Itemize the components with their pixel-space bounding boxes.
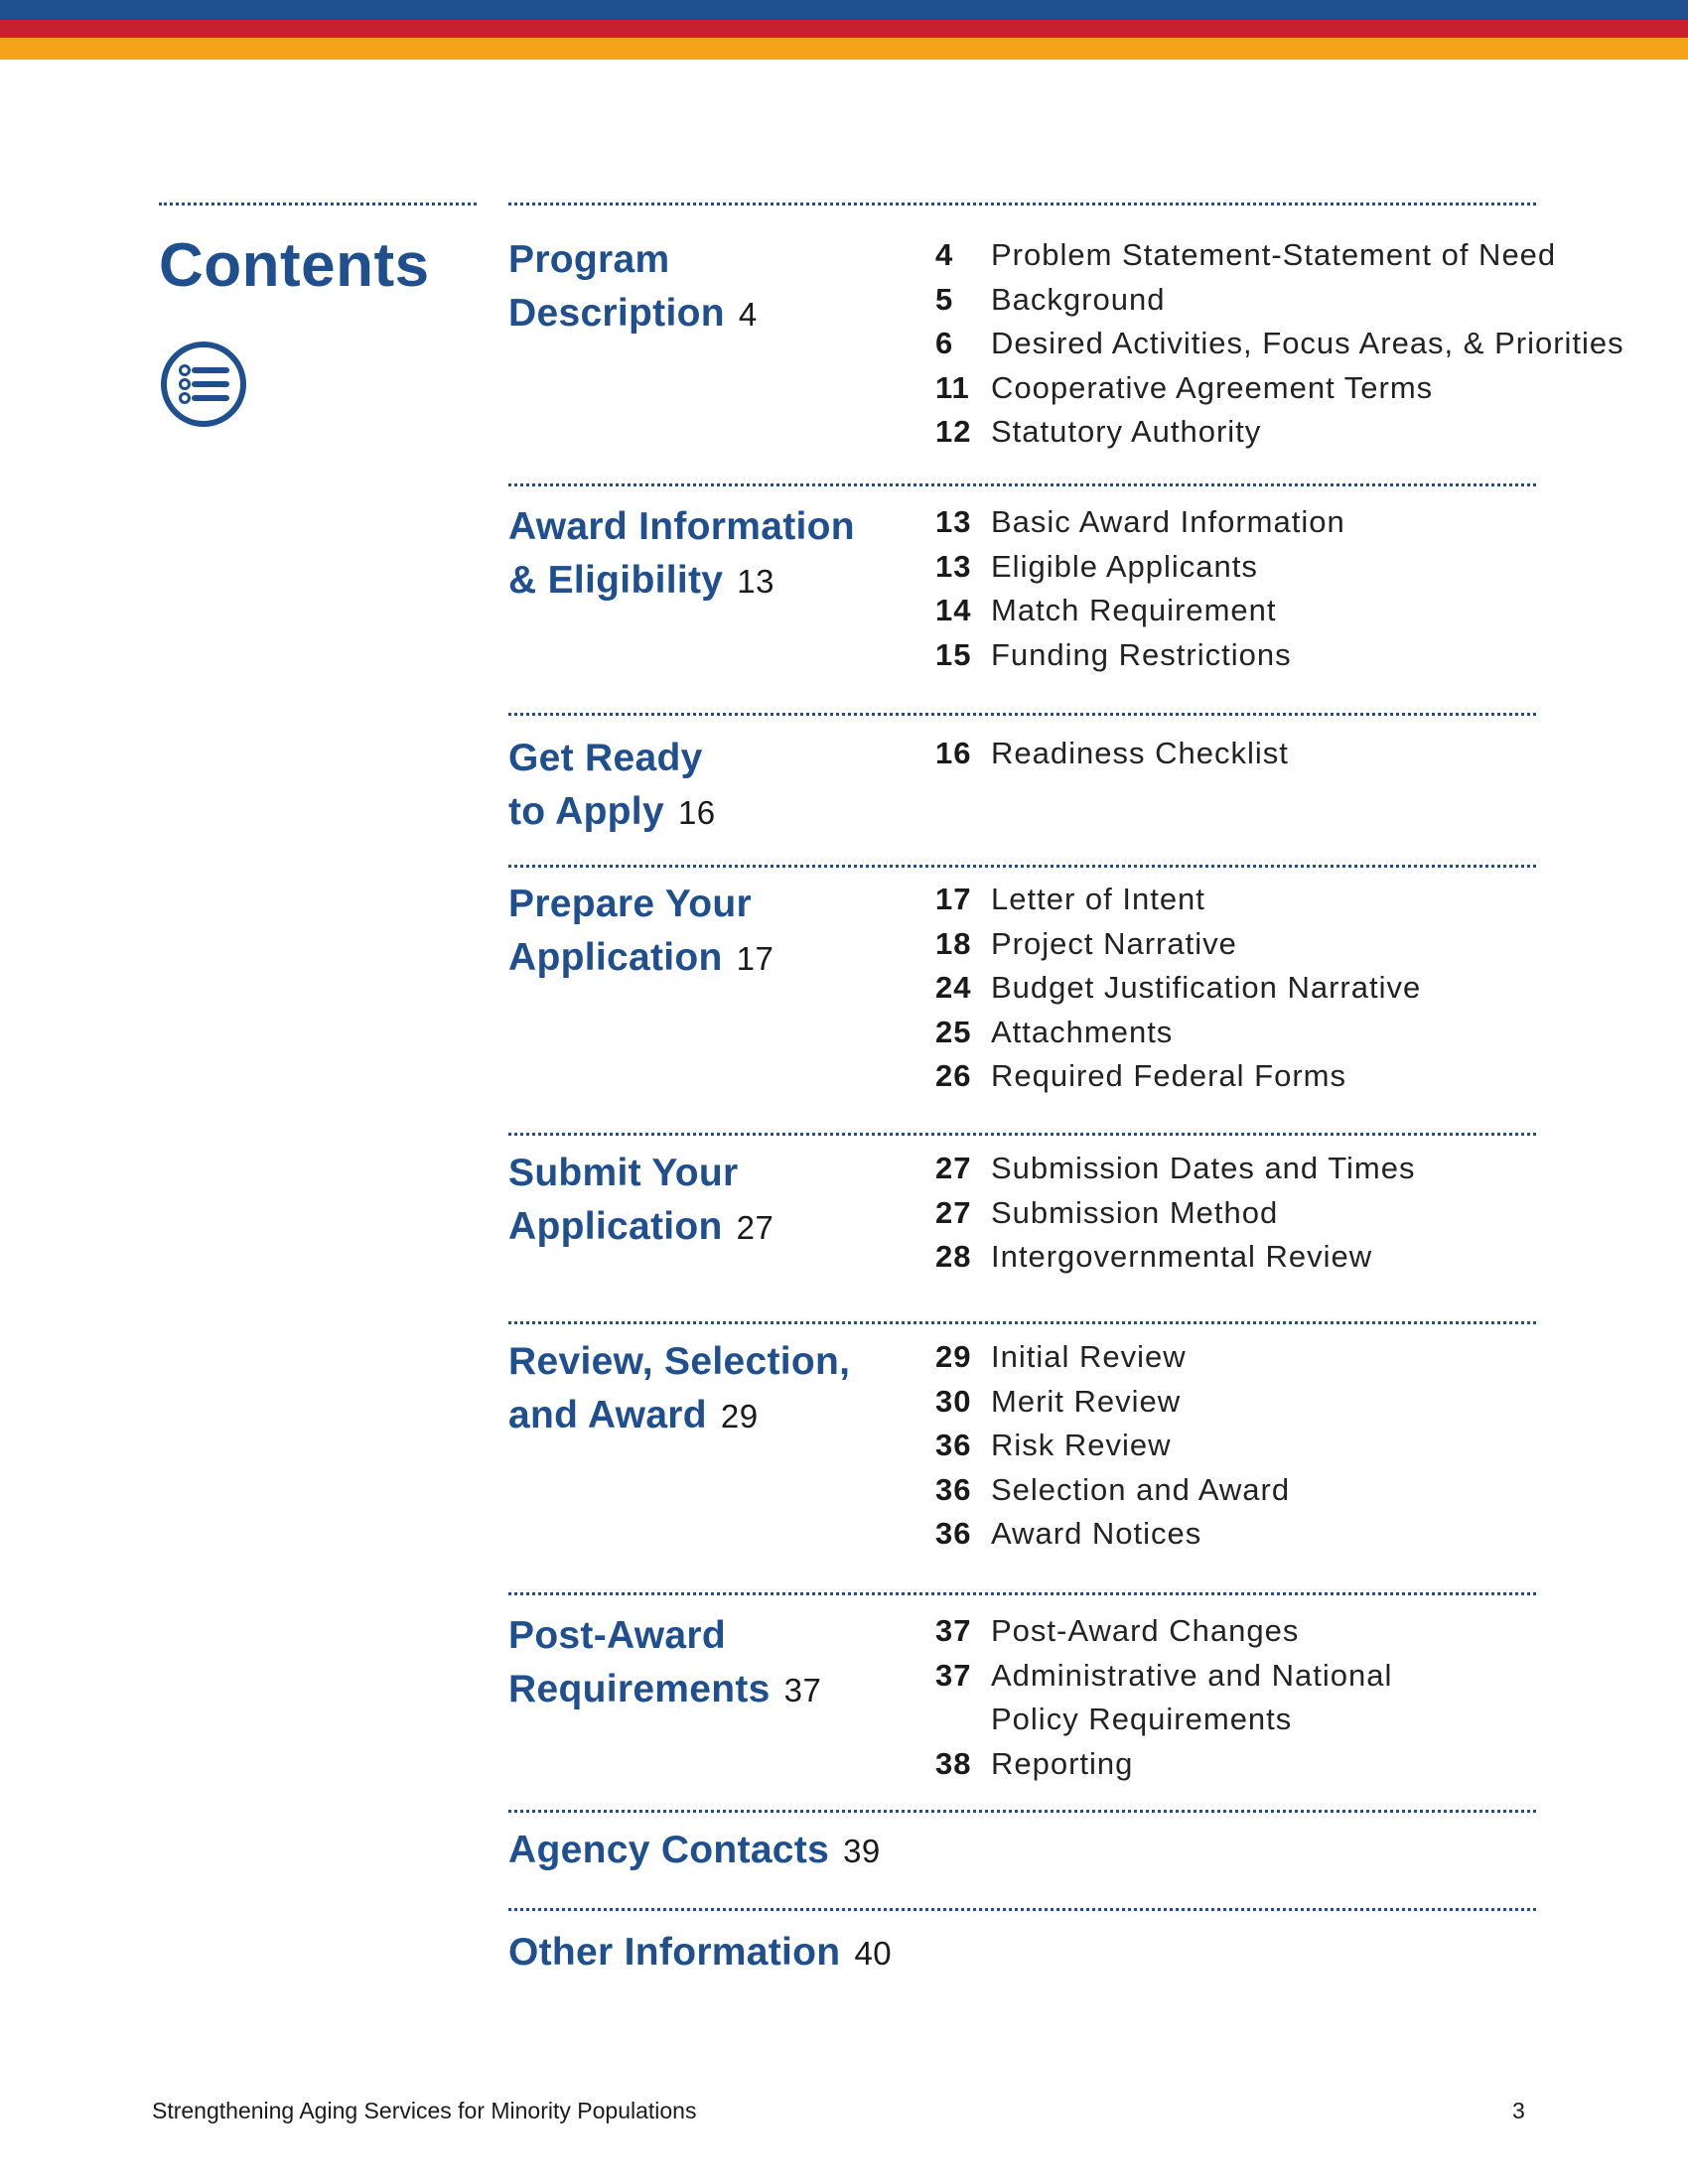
entry-title: Statutory Authority <box>991 414 1262 449</box>
section-title-line <box>508 554 906 609</box>
toc-entry[interactable] <box>935 278 1624 323</box>
section-page-number: 37 <box>783 1672 822 1708</box>
section-divider <box>508 713 1536 716</box>
toc-entry[interactable] <box>935 500 1345 545</box>
entry-title: Post-Award Changes <box>991 1613 1300 1648</box>
section-title[interactable] <box>508 878 906 986</box>
section-title-text: and Award <box>508 1394 707 1436</box>
entry-page-number: 5 <box>935 281 954 317</box>
entry-page-number: 17 <box>935 882 972 916</box>
section-title-line <box>508 732 906 785</box>
entry-page-number: 27 <box>935 1194 972 1230</box>
entry-title: Budget Justification Narrative <box>991 970 1422 1005</box>
entry-title: Intergovernmental Review <box>991 1239 1373 1274</box>
section-title[interactable] <box>508 1609 906 1717</box>
section-title-line <box>508 931 906 986</box>
toc-entry[interactable] <box>935 410 1624 455</box>
toc-entry[interactable] <box>935 366 1624 411</box>
page-title: Contents <box>159 231 430 300</box>
section-title-text: Prepare Your <box>508 883 752 925</box>
toc-entry[interactable] <box>935 1054 1421 1099</box>
entry-title: Basic Award Information <box>991 504 1345 539</box>
entry-title: Match Requirement <box>991 593 1277 627</box>
entry-title: Funding Restrictions <box>991 636 1292 672</box>
entry-title: Cooperative Agreement Terms <box>991 369 1434 405</box>
entry-page-number: 12 <box>935 414 972 449</box>
toc-entry[interactable] <box>935 545 1345 590</box>
section-page-number: 16 <box>677 794 716 831</box>
entry-title: Letter of Intent <box>991 882 1205 916</box>
section-title-text: Application <box>508 936 723 979</box>
section-title-line <box>508 878 906 931</box>
section-title-text: Post-Award <box>508 1614 726 1657</box>
entry-page-number: 27 <box>935 1151 972 1185</box>
entry-page-number: 38 <box>935 1745 972 1781</box>
section-title-line <box>508 785 906 840</box>
section-title-line <box>508 1335 906 1389</box>
section-entries <box>935 233 1624 455</box>
entry-title: Submission Dates and Times <box>991 1151 1416 1185</box>
section-divider <box>508 483 1536 486</box>
section-title-text: Description <box>508 292 725 335</box>
entry-page-number: 11 <box>935 369 970 405</box>
toc-entry[interactable] <box>935 1335 1290 1380</box>
entry-title: Reporting <box>991 1745 1134 1781</box>
section-title-text: Get Ready <box>508 737 703 779</box>
section-title-text: & Eligibility <box>508 559 724 602</box>
toc-entry[interactable] <box>935 732 1289 776</box>
section-title-line <box>508 1147 906 1200</box>
header-band-orange <box>0 38 1688 60</box>
entry-title: Eligible Applicants <box>991 548 1258 584</box>
section-title[interactable] <box>508 233 906 341</box>
section-title-line <box>508 287 906 341</box>
toc-entry[interactable] <box>935 1191 1415 1236</box>
toc-entry[interactable] <box>935 1468 1290 1513</box>
entry-title: Award Notices <box>991 1516 1202 1551</box>
toc-entry[interactable] <box>935 1147 1415 1191</box>
toc-entry[interactable] <box>935 1380 1290 1425</box>
entry-title: Readiness Checklist <box>991 736 1289 770</box>
toc-entry[interactable] <box>935 322 1624 366</box>
entry-page-number: 37 <box>935 1657 972 1693</box>
entry-page-number: 29 <box>935 1339 972 1374</box>
entry-page-number: 36 <box>935 1428 972 1462</box>
entry-page-number: 16 <box>935 736 972 770</box>
section-page-number: 40 <box>854 1935 893 1972</box>
entry-title: Risk Review <box>991 1428 1172 1462</box>
section-title-line <box>508 1609 906 1663</box>
toc-entry[interactable] <box>935 1424 1290 1468</box>
toc-entry[interactable] <box>935 1011 1421 1055</box>
header-band-blue <box>0 0 1688 20</box>
entry-page-number: 18 <box>935 925 972 961</box>
section-divider <box>508 203 1536 205</box>
section-entries <box>935 1609 1392 1786</box>
section-title-line <box>508 1926 906 1980</box>
section-entries <box>935 732 1289 776</box>
toc-entry[interactable] <box>935 633 1345 678</box>
footer-document-title: Strengthening Aging Services for Minority Populations <box>152 2098 697 2123</box>
entry-title: Policy Requirements <box>991 1702 1293 1736</box>
toc-entry[interactable] <box>935 1235 1415 1280</box>
entry-page-number: 13 <box>935 548 972 584</box>
section-page-number: 39 <box>843 1833 881 1869</box>
toc-entry[interactable] <box>935 966 1421 1011</box>
entry-page-number: 28 <box>935 1239 972 1274</box>
entry-page-number: 15 <box>935 636 972 672</box>
entry-page-number: 24 <box>935 970 972 1005</box>
section-title-line <box>508 1663 906 1717</box>
section-title-text: Agency Contacts <box>508 1829 830 1871</box>
header-band-red <box>0 20 1688 38</box>
entry-title: Administrative and National <box>991 1657 1393 1693</box>
toc-entry[interactable] <box>935 1654 1392 1699</box>
section-divider <box>508 1133 1536 1136</box>
entry-title: Selection and Award <box>991 1471 1291 1507</box>
entry-title: Desired Activities, Focus Areas, & Priorities <box>991 326 1624 360</box>
entry-page-number: 37 <box>935 1613 972 1648</box>
entry-title: Initial Review <box>991 1339 1187 1374</box>
section-divider <box>508 865 1536 868</box>
entry-page-number <box>935 1698 991 1742</box>
section-divider <box>508 1810 1536 1813</box>
list-icon <box>159 340 248 429</box>
entry-title: Submission Method <box>991 1194 1279 1230</box>
section-entries <box>935 1335 1290 1557</box>
section-title[interactable] <box>508 1335 906 1443</box>
section-page-number: 27 <box>736 1209 774 1246</box>
entry-title: Merit Review <box>991 1383 1182 1419</box>
section-divider <box>508 1592 1536 1595</box>
toc-entry[interactable] <box>935 1742 1392 1787</box>
section-title-line <box>508 1389 906 1443</box>
section-title[interactable] <box>508 500 906 609</box>
section-page-number: 13 <box>737 563 774 600</box>
section-title-text: Submit Your <box>508 1152 739 1194</box>
section-title-line <box>508 1200 906 1255</box>
toc-entry[interactable] <box>935 878 1421 922</box>
toc-entry[interactable] <box>935 1512 1290 1557</box>
toc-entry[interactable] <box>935 1609 1392 1654</box>
section-title-text: Application <box>508 1205 723 1248</box>
section-divider <box>508 1908 1536 1911</box>
entry-page-number: 36 <box>935 1471 972 1507</box>
section-title-text: to Apply <box>508 790 664 833</box>
entry-page-number: 14 <box>935 593 972 627</box>
section-title[interactable] <box>508 732 906 840</box>
section-page-number: 17 <box>736 940 774 977</box>
toc-entry[interactable] <box>935 922 1421 967</box>
section-title[interactable] <box>508 1147 906 1255</box>
section-entries <box>935 1147 1415 1280</box>
toc-entry[interactable] <box>935 1698 1392 1742</box>
toc-entry[interactable] <box>935 233 1624 278</box>
entry-title: Attachments <box>991 1014 1174 1049</box>
entry-page-number: 25 <box>935 1014 972 1049</box>
section-title-line <box>508 500 906 554</box>
entry-title: Project Narrative <box>991 925 1237 961</box>
entry-title: Required Federal Forms <box>991 1058 1346 1093</box>
section-title-text: Other Information <box>508 1931 841 1974</box>
section-title[interactable] <box>508 1824 906 1878</box>
entry-title: Problem Statement-Statement of Need <box>991 237 1557 272</box>
section-divider <box>508 1321 1536 1324</box>
section-page-number: 4 <box>738 296 758 333</box>
entry-page-number: 6 <box>935 326 954 360</box>
section-title[interactable] <box>508 1926 906 1980</box>
section-title-text: Award Information <box>508 505 855 548</box>
section-title-text: Program <box>508 238 670 281</box>
section-page-number: 29 <box>720 1398 759 1434</box>
entry-page-number: 4 <box>935 237 954 272</box>
section-title-text: Requirements <box>508 1668 771 1710</box>
section-entries <box>935 500 1345 677</box>
toc-entry[interactable] <box>935 589 1345 633</box>
section-title-line <box>508 233 906 287</box>
section-title-line <box>508 1824 906 1878</box>
footer-page-number: 3 <box>1512 2098 1525 2123</box>
entry-page-number: 36 <box>935 1516 972 1551</box>
entry-title: Background <box>991 281 1166 317</box>
contents-divider <box>159 203 477 205</box>
entry-page-number: 30 <box>935 1383 972 1419</box>
section-title-text: Review, Selection, <box>508 1340 851 1383</box>
entry-page-number: 13 <box>935 504 972 539</box>
entry-page-number: 26 <box>935 1058 972 1093</box>
section-entries <box>935 878 1421 1099</box>
